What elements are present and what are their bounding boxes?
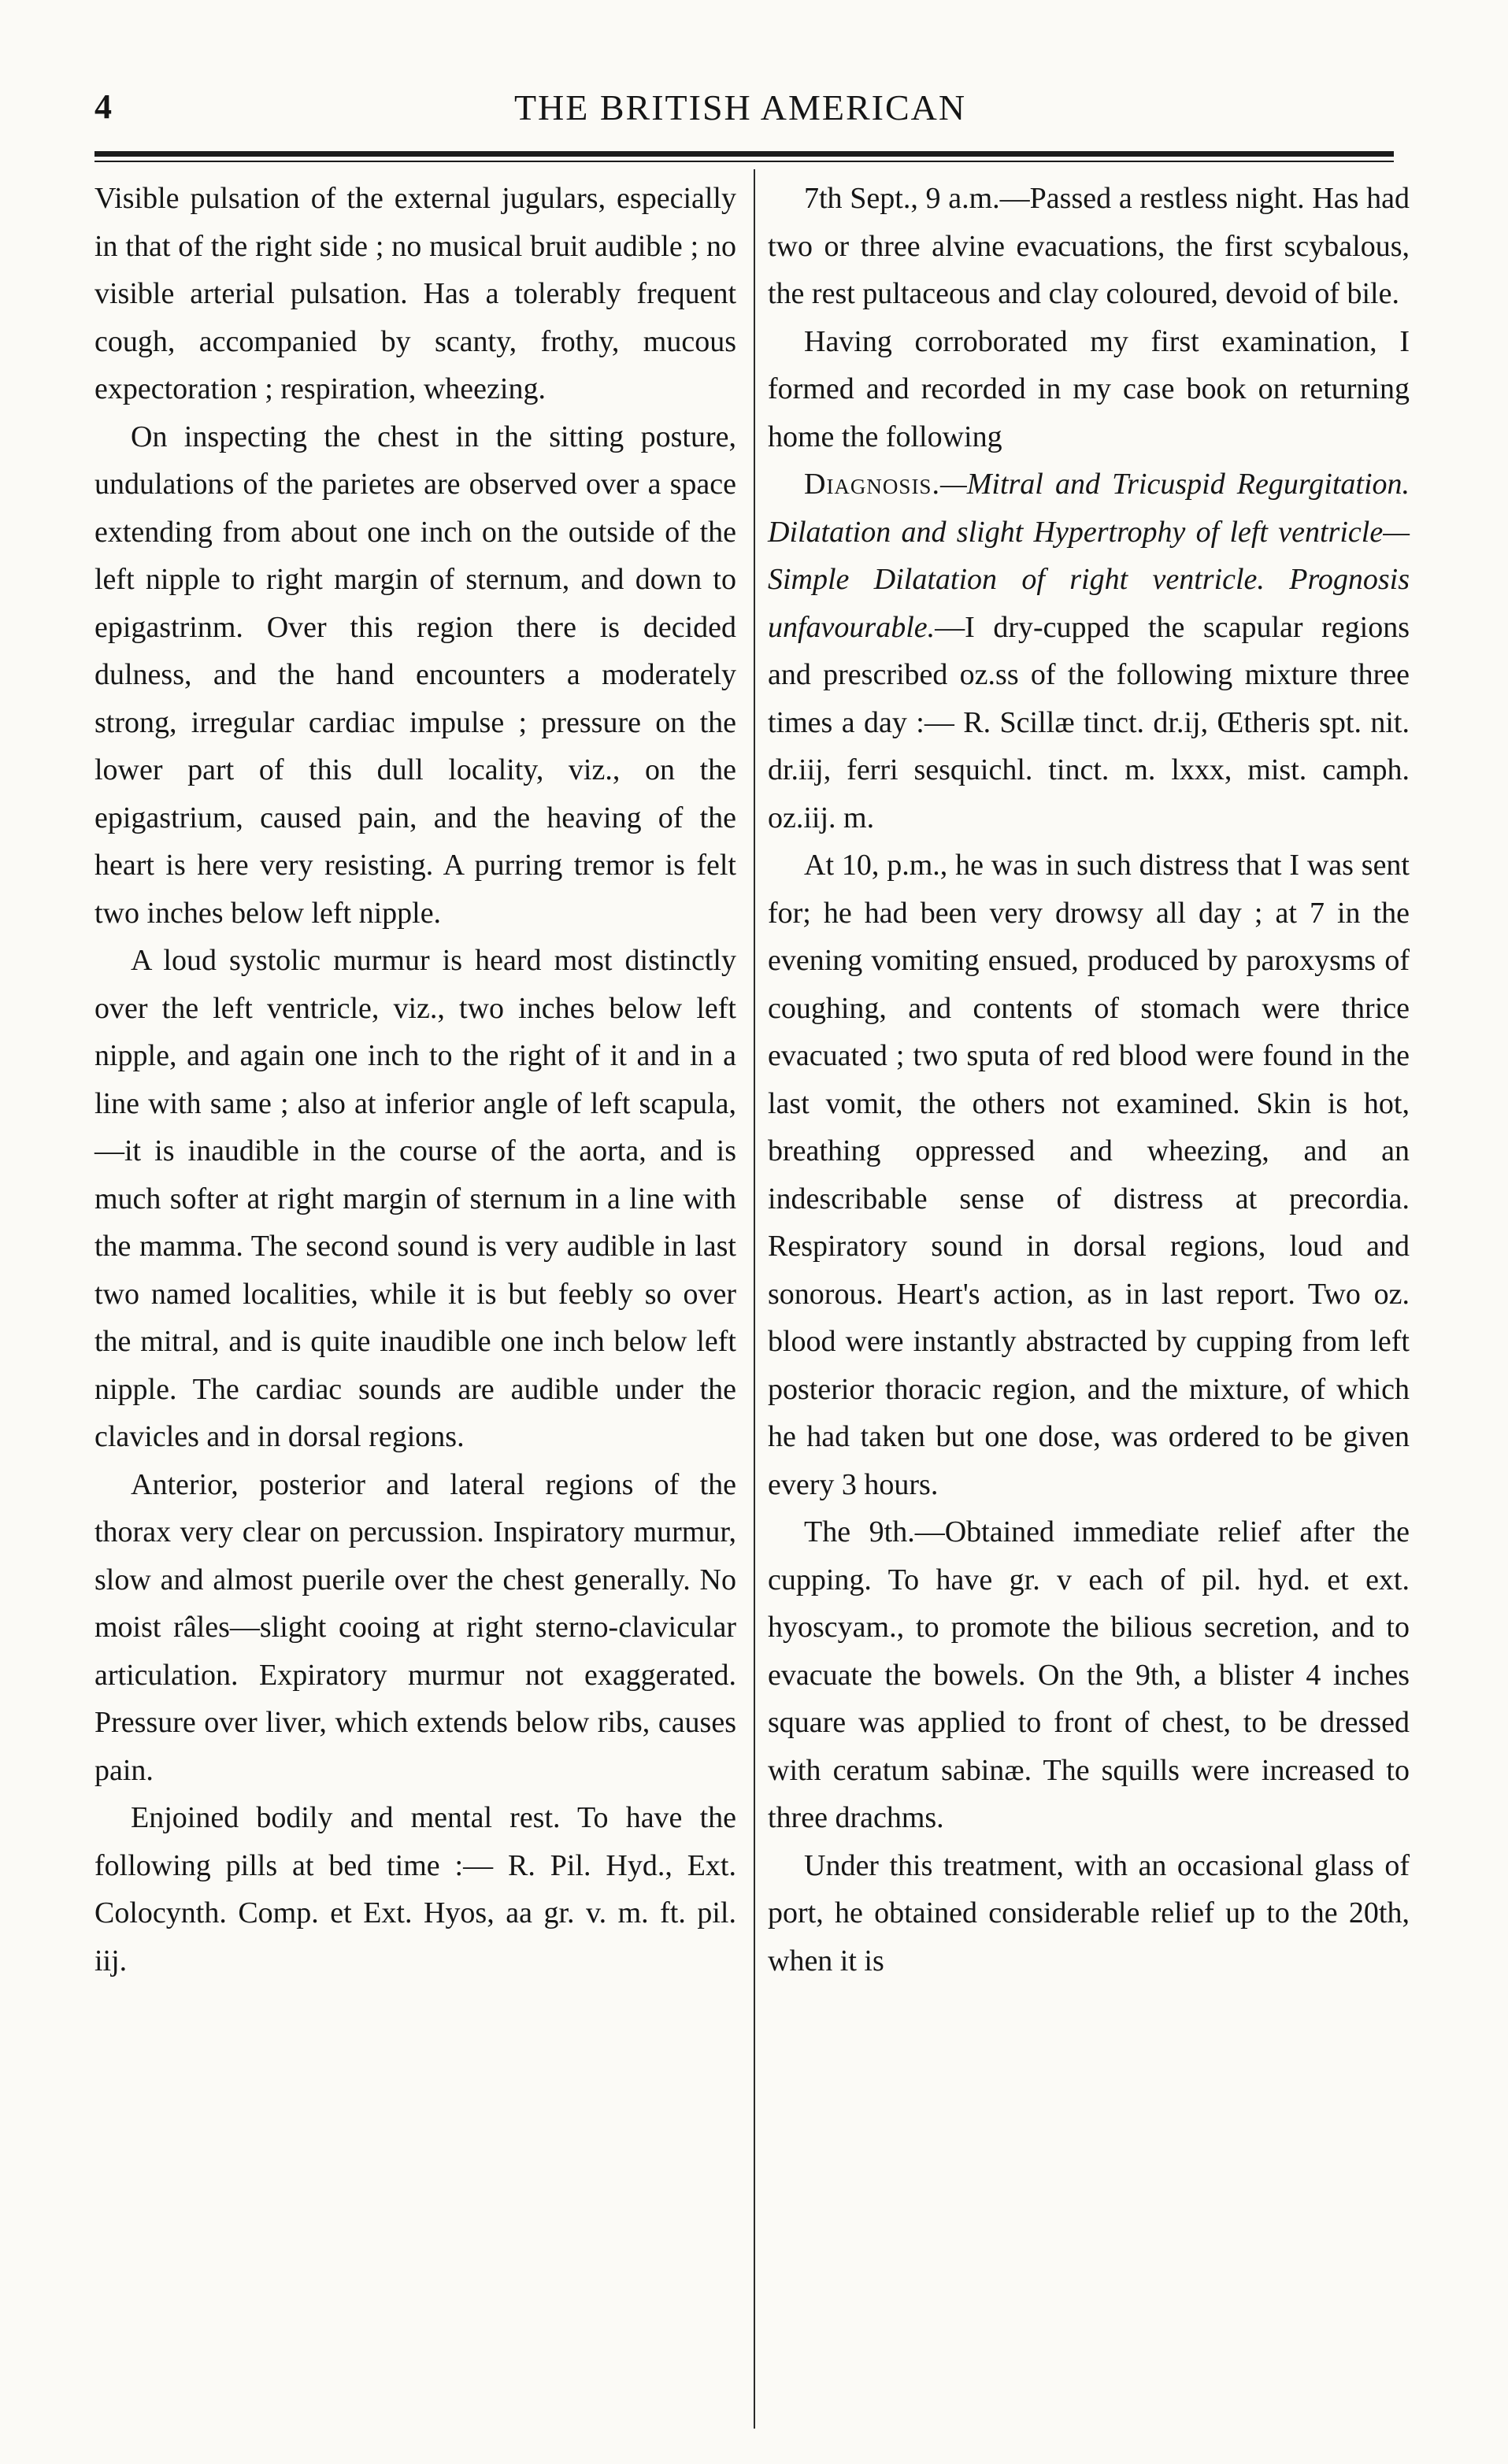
paragraph: Under this treatment, with an occasional glass of port, he obtained considerable relief up to the 20th, when it is (768, 1848, 1410, 1977)
paragraph: Visible pulsation of the external jugulars, especially in that of the right side ; no musical bruit audible ; no visible arterial pulsation. Has a tolerably frequent cough, accompanied by scanty, frothy, mucous expectoration ; respiration, wheezing. (94, 182, 736, 405)
left-column (94, 175, 736, 1985)
page-header (87, 79, 1394, 142)
paragraph: Enjoined bodily and mental rest. To have the following pills at bed time :— R. Pil. Hyd., Ext. Colocynth. Comp. et Ext. Hyos, aa gr. v. m. ft. pil. iij. (94, 1801, 736, 1977)
paragraph: The 9th.—Obtained immediate relief after the cupping. To have gr. v each of pil. hyd. et ext. hyoscyam., to promote the bilious secretion, and to evacuate the bowels. On the 9th, a blister 4 inches square was applied to front of chest, to be dressed with ceratum sabinæ. The squills were increased to three drachms. (768, 1515, 1410, 1834)
paragraph: 7th Sept., 9 a.m.—Passed a restless night. Has had two or three alvine evacuations, the first scybalous, the rest pultaceous and clay coloured, devoid of bile. (768, 182, 1410, 310)
prescription-text: —I dry-cupped the scapular regions and prescribed oz.ss of the following mixture three times a day :— R. Scillæ tinct. dr.ij, Œtheris spt. nit. dr.iij, ferri sesquichl. tinct. m. lxxx, mist. camph. oz.iij. m. (768, 610, 1410, 834)
column-divider (754, 169, 755, 2429)
page-number: 4 (94, 87, 112, 126)
running-title: THE BRITISH AMERICAN (513, 87, 967, 128)
right-column (768, 175, 1410, 1985)
diagnosis-label: Diagnosis. (804, 468, 940, 501)
paragraph: Having corroborated my first examination, I formed and recorded in my case book on returning home the following (768, 324, 1410, 453)
paragraph: At 10, p.m., he was in such distress that I was sent for; he had been very drowsy all day ; at 7 in the evening vomiting ensued, produced by paroxysms of coughing, and contents of stomach were thrice evacuated ; two sputa of red blood were found in the last vomit, the others not examined. Skin is hot, breathing oppressed and wheezing, and an indescribable sense of distress at precordia. Respiratory sound in dorsal regions, loud and sonorous. Heart's action, as in last report. Two oz. blood were instantly abstracted by cupping from left posterior thoracic region, and the mixture, of which he had taken but one dose, was ordered to be given every 3 hours. (768, 849, 1410, 1501)
paragraph: Anterior, posterior and lateral regions of the thorax very clear on percussion. Inspiratory murmur, slow and almost puerile over the chest generally. No moist râles—slight cooing at right sterno-clavicular articulation. Expiratory murmur not exaggerated. Pressure over liver, which extends below ribs, causes pain. (94, 1467, 736, 1787)
paragraph: A loud systolic murmur is heard most distinctly over the left ventricle, viz., two inches below left nipple, and again one inch to the right of it and in a line with same ; also at inferior angle of left scapula,—it is inaudible in the course of the aorta, and is much softer at right margin of sternum in a line with the mamma. The second sound is very audible in last two named localities, while it is but feebly so over the mitral, and is quite inaudible one inch below left nipple. The cardiac sounds are audible under the clavicles and in dorsal regions. (94, 944, 736, 1453)
header-rule-thin (94, 161, 1394, 162)
paragraph: On inspecting the chest in the sitting posture, undulations of the parietes are observed over a space extending from about one inch on the outside of the left nipple to right margin of sternum, and down to epigastrinm. Over this region there is decided dulness, and the hand encounters a moderately strong, irregular cardiac impulse ; pressure on the lower part of this dull locality, viz., on the epigastrium, caused pain, and the heaving of the heart is here very resisting. A purring tremor is felt two inches below left nipple. (94, 420, 736, 930)
diagnosis-text: —Mitral and Tricuspid Regurgitation. Dilatation and slight Hypertrophy of left ventricle—Simple Dilatation of right ventricle. Prognosis unfavourable. (768, 468, 1410, 644)
diagnosis-paragraph (768, 461, 1410, 842)
header-rule (94, 151, 1394, 157)
